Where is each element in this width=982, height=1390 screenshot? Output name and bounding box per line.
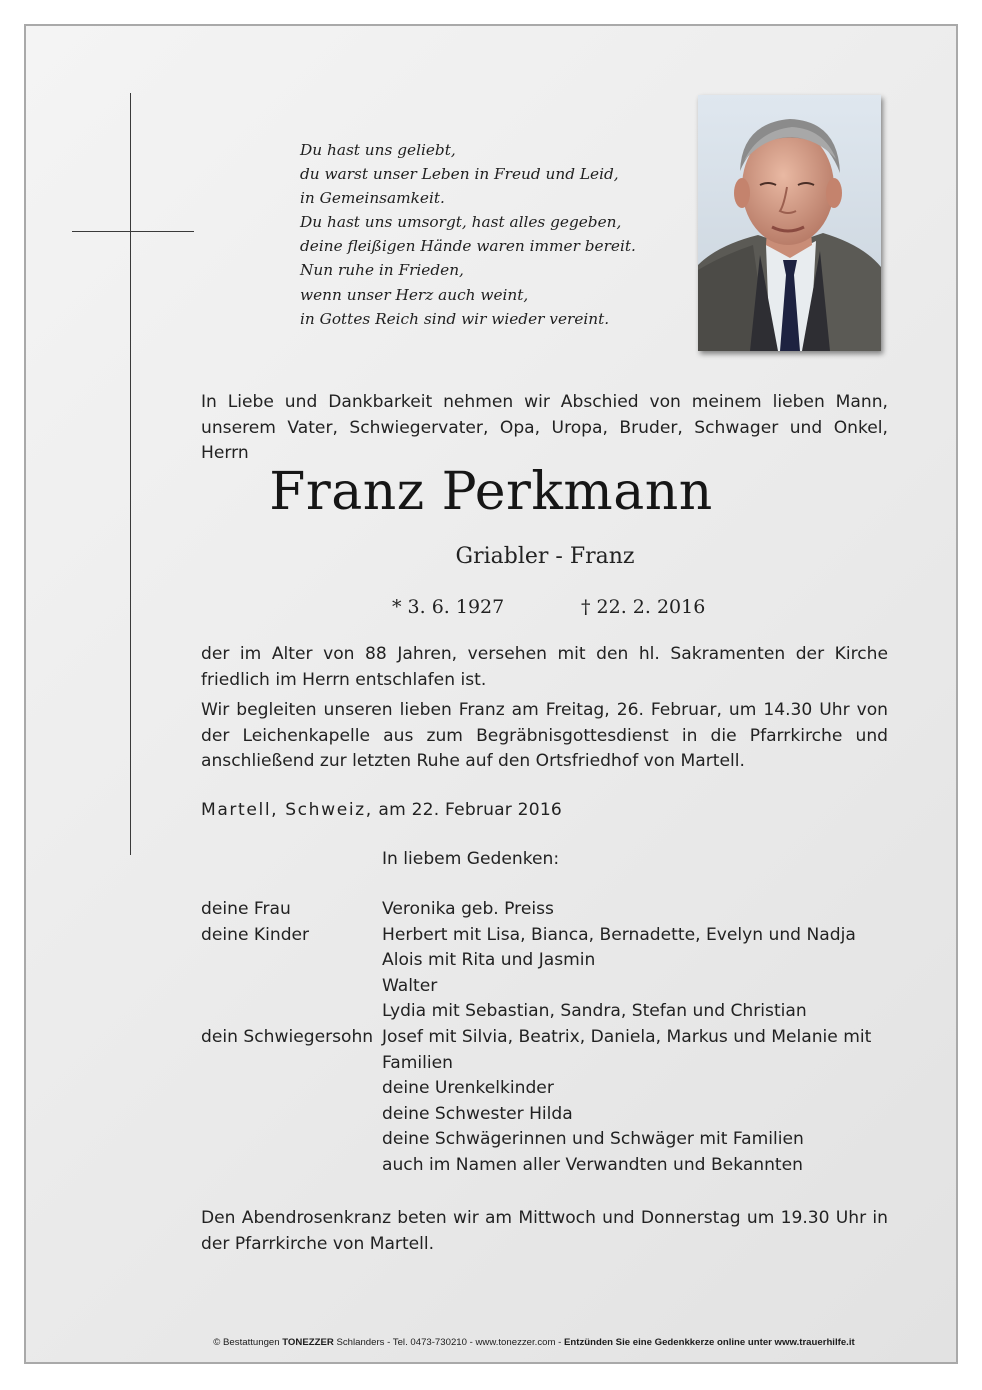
family-row: [201, 999, 901, 1025]
names: Alois mit Rita und Jasmin: [382, 950, 596, 971]
family-row: [201, 1051, 901, 1077]
death-paragraph: der im Alter von 88 Jahren, versehen mit den hl. Sakramenten der Kirche friedlich im Herrn entschlafen ist.: [201, 644, 888, 690]
place-date: [201, 798, 562, 824]
names: deine Schwester Hilda: [382, 1103, 573, 1124]
intro-line: In Liebe und Dankbarkeit nehmen wir Abschied von meinem lieben Mann,: [201, 392, 888, 412]
poem-line: wenn unser Herz auch weint,: [300, 285, 529, 304]
names: Veronika geb. Preiss: [382, 899, 554, 919]
poem-line: deine fleißigen Hände waren immer bereit.: [300, 237, 636, 256]
relation: [201, 1051, 382, 1077]
relation: deine Kinder: [201, 924, 310, 945]
poem-line: in Gottes Reich sind wir wieder vereint.: [300, 309, 610, 328]
family-row: [201, 1153, 901, 1179]
poem-line: Du hast uns umsorgt, hast alles gegeben,: [300, 213, 622, 232]
poem-line: Nun ruhe in Frieden,: [300, 261, 464, 280]
family-row: [201, 923, 901, 949]
family-row: [201, 1102, 901, 1128]
family-row: [201, 974, 901, 1000]
family-row: [201, 948, 901, 974]
intro-text: [201, 390, 888, 467]
family-list: [201, 897, 901, 1179]
relation: [201, 1102, 382, 1128]
footer-cta: Entzünden Sie eine Gedenkkerze online unter www.trauerhilfe.it: [563, 1337, 855, 1348]
relation: [201, 999, 382, 1025]
poem-line: in Gemeinsamkeit.: [300, 189, 445, 208]
family-row: [201, 1025, 901, 1051]
names: Josef mit Silvia, Beatrix, Daniela, Markus und Melanie mit: [382, 1026, 872, 1047]
footer-company: TONEZZER: [282, 1337, 334, 1348]
relation: [201, 1127, 382, 1153]
relation: [201, 948, 382, 974]
names: deine Schwägerinnen und Schwäger mit Familien: [382, 1129, 804, 1150]
birth-date: * 3. 6. 1927: [392, 596, 505, 618]
intro-line: unserem Vater, Schwiegervater, Opa, Uropa, Bruder, Schwager und Onkel, Herrn: [201, 417, 888, 464]
funeral-paragraph: Wir begleiten unseren lieben Franz am Freitag, 26. Februar, um 14.30 Uhr von der Leichenkapelle aus zum Begräbnisgottesdienst in die Pfarrkirche und anschließend zur letzten Ruhe auf den Ortsfriedhof von Martell.: [201, 700, 888, 772]
deceased-nickname: Griabler - Franz: [455, 544, 635, 569]
memory-heading: In liebem Gedenken:: [382, 849, 560, 869]
relation: deine Frau: [201, 899, 291, 919]
relation: dein Schwiegersohn: [201, 1026, 374, 1047]
poem-line: Du hast uns geliebt,: [300, 141, 456, 159]
family-row: [201, 1127, 901, 1153]
relation: [201, 1153, 382, 1179]
deceased-name: Franz Perkmann: [269, 462, 713, 522]
footer: [0, 1337, 982, 1348]
portrait-photo: [698, 95, 881, 351]
relation: [201, 974, 382, 1000]
names: Lydia mit Sebastian, Sandra, Stefan und Christian: [382, 1001, 807, 1022]
family-row: [201, 897, 901, 923]
names: auch im Namen aller Verwandten und Bekannten: [382, 1154, 803, 1175]
poem: [300, 138, 636, 331]
family-row: [201, 1076, 901, 1102]
cross-icon-bar: [72, 231, 194, 232]
footer-prefix: © Bestattungen: [213, 1337, 280, 1348]
names: Walter: [382, 975, 438, 996]
poem-line: du warst unser Leben in Freud und Leid,: [300, 165, 619, 184]
date: am 22. Februar 2016: [378, 800, 562, 820]
rosary-paragraph: Den Abendrosenkranz beten wir am Mittwoch und Donnerstag um 19.30 Uhr in der Pfarrkirche von Martell.: [201, 1208, 888, 1254]
names: Herbert mit Lisa, Bianca, Bernadette, Evelyn und Nadja: [382, 924, 856, 945]
names: deine Urenkelkinder: [382, 1078, 554, 1099]
death-date: † 22. 2. 2016: [581, 596, 706, 618]
names: Familien: [382, 1052, 453, 1073]
relation: [201, 1076, 382, 1102]
place: Martell, Schweiz,: [201, 800, 373, 820]
footer-contact: Schlanders - Tel. 0473-730210 - www.tonezzer.com -: [336, 1337, 562, 1348]
